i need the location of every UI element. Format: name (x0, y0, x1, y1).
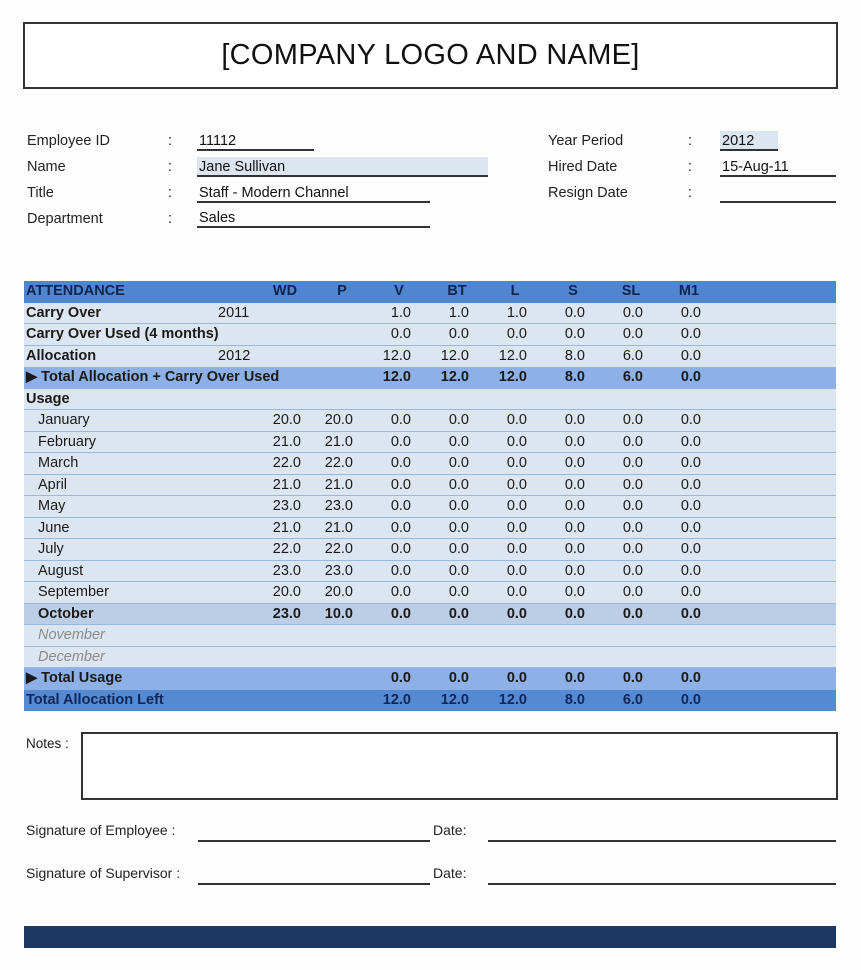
cell-wd: 20.0 (272, 412, 301, 428)
row-label: Total Allocation Left (26, 691, 164, 708)
cell-v: 0.0 (390, 562, 411, 579)
attendance-table (24, 281, 836, 711)
month-row (24, 432, 836, 454)
month-label: March (38, 455, 79, 471)
cell-s: 0.0 (564, 455, 585, 471)
month-row (24, 582, 836, 604)
col-header-l: L (510, 283, 520, 299)
month-label: May (38, 498, 66, 514)
cell-bt: 0.0 (448, 326, 469, 342)
carry-over-row (24, 303, 836, 325)
cell-v: 0.0 (390, 326, 411, 342)
month-label: December (38, 648, 105, 665)
cell-v: 0.0 (390, 433, 411, 450)
cell-l: 1.0 (506, 304, 527, 321)
cell-m1: 0.0 (680, 476, 701, 493)
cell-sl: 0.0 (622, 541, 643, 557)
supervisor-date-field[interactable] (488, 881, 836, 885)
cell-sl: 0.0 (622, 498, 643, 514)
row-year: 2012 (218, 347, 251, 364)
cell-m1: 0.0 (680, 562, 701, 579)
cell-p: 21.0 (324, 519, 353, 536)
cell-s: 0.0 (564, 541, 585, 557)
usage-heading-row (24, 389, 836, 411)
cell-bt: 0.0 (448, 584, 469, 600)
carry-over-used-row (24, 324, 836, 346)
cell-s: 0.0 (564, 670, 585, 686)
row-label: Allocation (26, 347, 97, 364)
month-label: August (38, 562, 84, 579)
year-period-field[interactable]: 2012 (720, 131, 778, 151)
cell-p: 23.0 (324, 498, 353, 514)
cell-s: 0.0 (564, 476, 585, 493)
col-header-p: P (337, 283, 347, 299)
cell-m1: 0.0 (680, 326, 701, 342)
cell-bt: 0.0 (448, 433, 469, 450)
month-label: November (38, 627, 105, 643)
row-year: 2011 (218, 304, 250, 321)
month-label: July (38, 541, 64, 557)
cell-sl: 0.0 (622, 412, 643, 428)
cell-bt: 12.0 (440, 369, 469, 385)
cell-v: 12.0 (382, 691, 411, 708)
cell-v: 0.0 (390, 519, 411, 536)
cell-v: 0.0 (390, 498, 411, 514)
cell-m1: 0.0 (680, 433, 701, 450)
cell-p: 10.0 (324, 605, 353, 622)
notes-label: Notes : (26, 736, 69, 751)
hired-date-label: Hired Date (548, 159, 618, 175)
colon: : (688, 185, 693, 201)
cell-v: 0.0 (390, 605, 411, 622)
cell-v: 12.0 (382, 347, 411, 364)
col-header-s: S (568, 283, 578, 299)
cell-v: 0.0 (390, 670, 411, 686)
employee-signature-label: Signature of Employee : (26, 822, 176, 838)
employee-date-label: Date: (433, 822, 467, 838)
row-label: ▶ Total Allocation + Carry Over Used (26, 369, 280, 385)
supervisor-signature-field[interactable] (198, 881, 430, 885)
cell-p: 22.0 (324, 455, 353, 471)
cell-bt: 1.0 (448, 304, 469, 321)
cell-bt: 0.0 (448, 412, 469, 428)
month-label: September (38, 584, 109, 600)
footer-bar (24, 926, 836, 948)
cell-bt: 0.0 (448, 519, 469, 536)
supervisor-signature-label: Signature of Supervisor : (26, 865, 181, 881)
colon: : (168, 133, 173, 149)
cell-m1: 0.0 (680, 304, 701, 321)
cell-m1: 0.0 (680, 498, 701, 514)
col-header-m1: M1 (678, 283, 700, 299)
monthly-usage-rows (24, 410, 836, 668)
cell-wd: 22.0 (272, 455, 301, 471)
cell-s: 0.0 (564, 584, 585, 600)
cell-l: 12.0 (498, 691, 527, 708)
resign-date-label: Resign Date (548, 185, 628, 201)
cell-l: 0.0 (506, 412, 527, 428)
month-label: February (38, 433, 97, 450)
cell-s: 0.0 (564, 304, 585, 321)
cell-v: 0.0 (390, 541, 411, 557)
cell-m1: 0.0 (680, 584, 701, 600)
cell-wd: 21.0 (272, 476, 301, 493)
cell-sl: 6.0 (622, 691, 643, 708)
cell-bt: 0.0 (448, 541, 469, 557)
hired-date-field[interactable]: 15-Aug-11 (720, 157, 836, 177)
employee-id-field[interactable]: 11112 (197, 131, 314, 151)
cell-wd: 23.0 (272, 562, 301, 579)
employee-signature-field[interactable] (198, 838, 430, 842)
name-label: Name (27, 159, 66, 175)
cell-wd: 21.0 (272, 519, 301, 536)
row-label: ▶ Total Usage (26, 670, 123, 686)
month-row (24, 561, 836, 583)
cell-wd: 21.0 (272, 433, 301, 450)
cell-s: 8.0 (564, 691, 585, 708)
colon: : (688, 159, 693, 175)
col-header-v: V (394, 283, 404, 299)
cell-s: 8.0 (564, 347, 585, 364)
cell-l: 0.0 (506, 476, 527, 493)
cell-m1: 0.0 (680, 605, 701, 622)
colon: : (168, 211, 173, 227)
supervisor-date-label: Date: (433, 865, 467, 881)
cell-l: 0.0 (506, 605, 527, 622)
cell-l: 0.0 (506, 326, 527, 342)
cell-wd: 23.0 (272, 498, 301, 514)
cell-s: 0.0 (564, 412, 585, 428)
cell-sl: 0.0 (622, 584, 643, 600)
cell-sl: 6.0 (622, 369, 643, 385)
cell-m1: 0.0 (680, 670, 701, 686)
cell-wd: 23.0 (272, 605, 301, 622)
cell-sl: 6.0 (622, 347, 643, 364)
col-header-sl: SL (621, 283, 641, 299)
attendance-heading: ATTENDANCE (26, 283, 125, 299)
cell-sl: 0.0 (622, 326, 643, 342)
cell-l: 12.0 (498, 369, 527, 385)
cell-p: 20.0 (324, 584, 353, 600)
cell-m1: 0.0 (680, 412, 701, 428)
month-label: January (38, 412, 90, 428)
cell-l: 0.0 (506, 584, 527, 600)
company-logo-title (23, 22, 838, 89)
title-field[interactable]: Staff - Modern Channel (197, 183, 430, 203)
name-field[interactable]: Jane Sullivan (197, 157, 488, 177)
cell-l: 0.0 (506, 498, 527, 514)
cell-l: 0.0 (506, 519, 527, 536)
month-row (24, 475, 836, 497)
cell-l: 12.0 (498, 347, 527, 364)
month-row (24, 410, 836, 432)
cell-sl: 0.0 (622, 476, 643, 493)
employee-date-field[interactable] (488, 838, 836, 842)
month-row (24, 453, 836, 475)
cell-bt: 0.0 (448, 455, 469, 471)
cell-s: 0.0 (564, 326, 585, 342)
cell-m1: 0.0 (680, 369, 701, 385)
cell-bt: 0.0 (448, 498, 469, 514)
resign-date-field[interactable] (720, 183, 836, 203)
cell-p: 20.0 (324, 412, 353, 428)
total-usage-row (24, 668, 836, 690)
col-header-wd: WD (272, 283, 298, 299)
cell-v: 12.0 (382, 369, 411, 385)
cell-p: 21.0 (324, 433, 353, 450)
cell-v: 0.0 (390, 455, 411, 471)
cell-bt: 0.0 (448, 562, 469, 579)
colon: : (168, 185, 173, 201)
colon: : (168, 159, 173, 175)
month-row (24, 539, 836, 561)
cell-wd: 22.0 (272, 541, 301, 557)
cell-s: 8.0 (564, 369, 585, 385)
cell-bt: 12.0 (440, 691, 469, 708)
cell-sl: 0.0 (622, 519, 643, 536)
cell-sl: 0.0 (622, 562, 643, 579)
cell-bt: 0.0 (448, 670, 469, 686)
usage-label: Usage (26, 390, 70, 407)
row-label: Carry Over Used (4 months) (26, 326, 219, 342)
cell-l: 0.0 (506, 541, 527, 557)
cell-s: 0.0 (564, 519, 585, 536)
col-header-bt: BT (447, 283, 467, 299)
cell-wd: 20.0 (272, 584, 301, 600)
total-allocation-left-row (24, 690, 836, 712)
month-row (24, 647, 836, 669)
allocation-row (24, 346, 836, 368)
cell-v: 0.0 (390, 584, 411, 600)
year-period-label: Year Period (548, 133, 624, 149)
cell-sl: 0.0 (622, 433, 643, 450)
title-label: Title (27, 185, 54, 201)
cell-bt: 12.0 (440, 347, 469, 364)
cell-p: 22.0 (324, 541, 353, 557)
cell-s: 0.0 (564, 605, 585, 622)
cell-l: 0.0 (506, 562, 527, 579)
department-field[interactable]: Sales (197, 208, 430, 228)
cell-m1: 0.0 (680, 691, 701, 708)
cell-s: 0.0 (564, 562, 585, 579)
cell-l: 0.0 (506, 433, 527, 450)
cell-p: 21.0 (324, 476, 353, 493)
cell-bt: 0.0 (448, 605, 469, 622)
cell-bt: 0.0 (448, 476, 469, 493)
cell-p: 23.0 (324, 562, 353, 579)
month-row (24, 518, 836, 540)
cell-sl: 0.0 (622, 455, 643, 471)
cell-l: 0.0 (506, 670, 527, 686)
month-row (24, 604, 836, 626)
cell-m1: 0.0 (680, 519, 701, 536)
employee-id-label: Employee ID (27, 133, 111, 149)
cell-s: 0.0 (564, 433, 585, 450)
month-row (24, 625, 836, 647)
month-label: June (38, 519, 70, 536)
cell-sl: 0.0 (622, 670, 643, 686)
month-row (24, 496, 836, 518)
cell-v: 0.0 (390, 412, 411, 428)
notes-input[interactable] (81, 732, 838, 800)
cell-sl: 0.0 (622, 605, 643, 622)
cell-m1: 0.0 (680, 347, 701, 364)
department-label: Department (27, 211, 103, 227)
cell-sl: 0.0 (622, 304, 643, 321)
cell-v: 0.0 (390, 476, 411, 493)
company-title-text: [COMPANY LOGO AND NAME] (221, 39, 640, 71)
row-label: Carry Over (26, 304, 101, 321)
cell-s: 0.0 (564, 498, 585, 514)
table-header-row (24, 281, 836, 303)
total-allocation-row (24, 367, 836, 389)
month-label: October (38, 605, 94, 622)
colon: : (688, 133, 693, 149)
cell-m1: 0.0 (680, 455, 701, 471)
cell-l: 0.0 (506, 455, 527, 471)
cell-v: 1.0 (390, 304, 411, 321)
cell-m1: 0.0 (680, 541, 701, 557)
month-label: April (38, 476, 68, 493)
